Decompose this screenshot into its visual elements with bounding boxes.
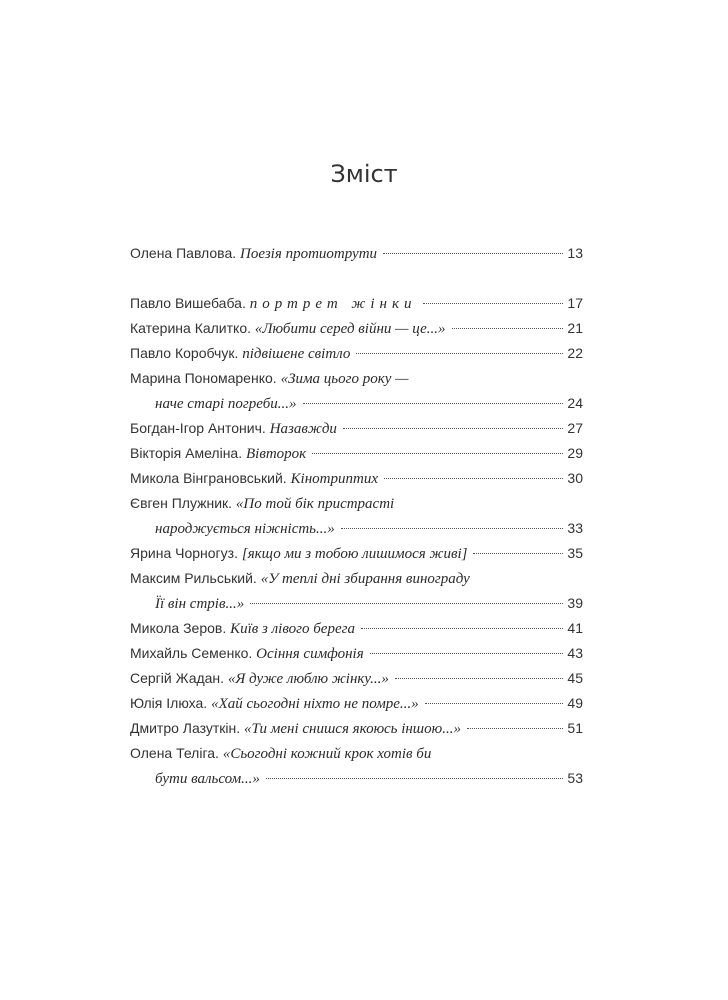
entry-title: «Я дуже люблю жінку...» [227,671,389,687]
entry-page-number: 27 [567,420,583,436]
dot-leader [312,453,563,454]
entry-title-continued: бути вальсом...» [155,771,260,787]
entry-author: Катерина Калитко. [130,320,251,336]
entry-page-number: 43 [567,645,583,661]
toc-entry[interactable] [130,666,583,691]
entry-author: Михайль Семенко. [130,645,253,661]
entry-author: Вікторія Амеліна. [130,445,243,461]
entry-author: Микола Вінграновський. [130,470,287,486]
entry-author: Марина Пономаренко. [130,370,277,386]
entry-title: «Хай сьогодні ніхто не помре...» [211,696,419,712]
dot-leader [356,353,563,354]
entry-page-number: 53 [567,770,583,786]
dot-leader [473,553,563,554]
entry-author: Олена Павлова. [130,245,237,261]
dot-leader [266,778,564,779]
entry-title: «Ти мені снишся якоюсь іншою...» [244,721,461,737]
dot-leader [423,303,564,304]
entry-title: «По той бік пристрасті [235,496,395,512]
entry-author: Євген Плужник. [130,495,233,511]
toc-entry[interactable] [130,566,583,616]
entry-title: Кінотриптих [290,471,378,487]
dot-leader [425,703,564,704]
dot-leader [452,328,564,329]
entry-title-continued: наче старі погреби...» [155,396,297,412]
entry-title: Київ з лівого берега [230,621,355,637]
dot-leader [341,528,564,529]
entry-title: Осіння симфонія [256,646,364,662]
dot-leader [250,603,563,604]
toc-entry[interactable] [130,416,583,441]
entry-page-number: 13 [567,245,583,261]
entry-title: Назавжди [269,421,337,437]
toc-entry[interactable] [130,491,583,541]
entry-page-number: 33 [567,520,583,536]
entry-page-number: 29 [567,445,583,461]
entry-page-number: 17 [567,295,583,311]
dot-leader [467,728,563,729]
toc-entry[interactable] [130,541,583,566]
entry-author: Ярина Чорногуз. [130,545,238,561]
toc-entry[interactable] [130,466,583,491]
toc-entry[interactable] [130,641,583,666]
entry-title: «Любити серед війни — це...» [254,321,446,337]
entry-author: Максим Рильський. [130,570,257,586]
entry-page-number: 24 [567,395,583,411]
entry-page-number: 30 [567,470,583,486]
entry-title: [якщо ми з тобою лишимося живі] [241,546,468,562]
entry-author: Сергій Жадан. [130,670,225,686]
entry-page-number: 21 [567,320,583,336]
dot-leader [343,428,563,429]
toc-entry[interactable] [130,316,583,341]
entry-title: підвішене світло [242,346,351,362]
toc-entry[interactable] [130,291,583,316]
dot-leader [361,628,563,629]
toc-entry[interactable] [130,441,583,466]
toc-entry[interactable] [130,691,583,716]
toc-entry[interactable] [130,341,583,366]
entry-title-continued: Її він стрів...» [155,596,245,612]
entry-title: «Сьогодні кожний крок хотів би [222,746,432,762]
toc-entry[interactable] [130,716,583,741]
entry-author: Богдан-Ігор Антонич. [130,420,266,436]
entry-author: Юлія Ілюха. [130,695,208,711]
entry-title: «У теплі дні збирання винограду [260,571,470,587]
entry-page-number: 39 [567,595,583,611]
entry-title: Вівторок [246,446,307,462]
toc-entry[interactable] [130,616,583,641]
entry-page-number: 22 [567,345,583,361]
toc-entry[interactable] [130,741,583,791]
entry-page-number: 49 [567,695,583,711]
entry-page-number: 45 [567,670,583,686]
toc-entry[interactable] [130,366,583,416]
entry-author: Павло Коробчук. [130,345,239,361]
page-title: Зміст [330,160,398,188]
dot-leader [395,678,564,679]
entry-page-number: 35 [567,545,583,561]
entry-title: портрет жінки [249,296,417,312]
entry-page-number: 41 [567,620,583,636]
entry-title: «Зима цього року — [280,371,409,387]
entry-title-continued: народжується ніжність...» [155,521,335,537]
toc-entry[interactable] [130,241,583,266]
table-of-contents [130,241,583,791]
dot-leader [383,253,563,254]
entry-title: Поезія протиотрути [240,246,378,262]
entry-author: Павло Вишебаба. [130,295,246,311]
entry-page-number: 51 [567,720,583,736]
dot-leader [370,653,564,654]
entry-author: Микола Зеров. [130,620,227,636]
dot-leader [303,403,564,404]
dot-leader [384,478,563,479]
entry-author: Олена Теліга. [130,745,219,761]
entry-author: Дмитро Лазуткін. [130,720,241,736]
